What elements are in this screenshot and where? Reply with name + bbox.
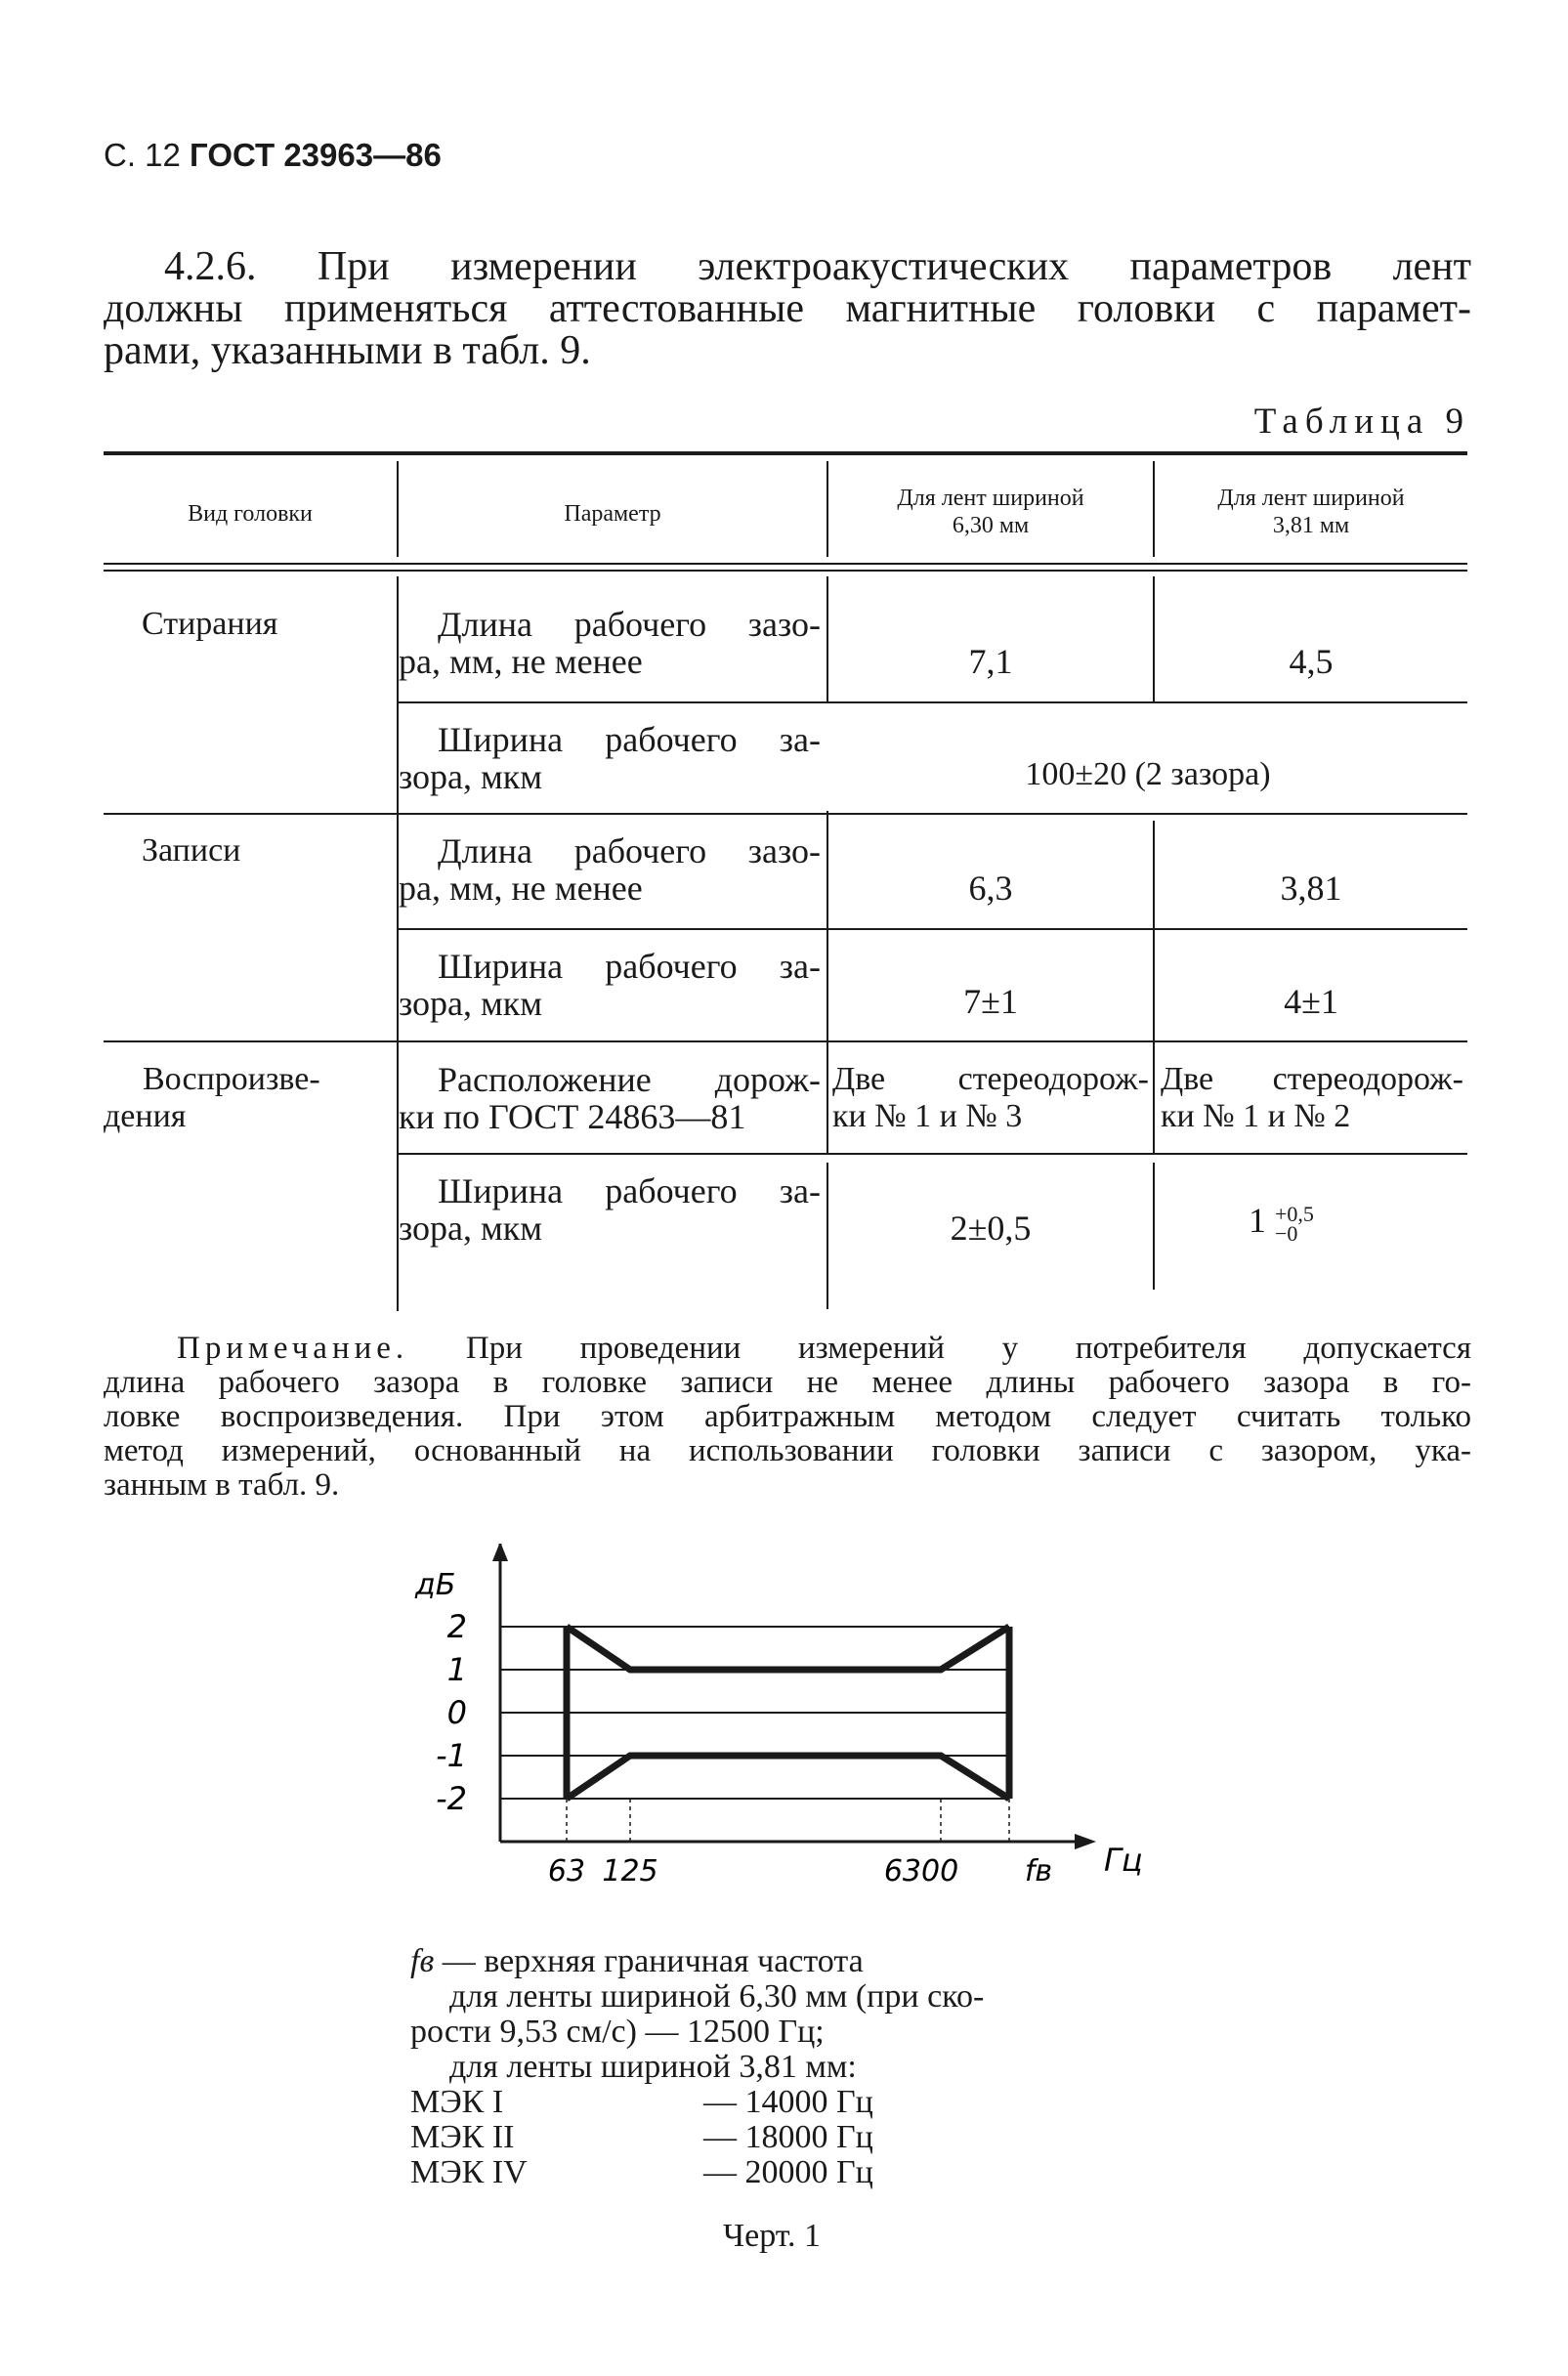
standard-id: ГОСТ 23963—86: [190, 137, 442, 173]
value-cell: 3,81: [1280, 869, 1342, 908]
chart-legend: [410, 1944, 984, 2190]
value-cell-tolerance: 1 +0,5 −0: [1249, 1201, 1314, 1246]
y-tick-label: 0: [446, 1694, 467, 1731]
legend-line: для ленты шириной 6,30 мм (при ско-: [449, 1978, 985, 2015]
y-tick-label: 2: [446, 1608, 467, 1645]
table-title: Таблица 9: [1253, 402, 1470, 442]
head-type-record: Записи: [142, 832, 241, 869]
y-tick-label: 1: [446, 1651, 467, 1688]
col-header-head-type: Вид головки: [188, 501, 313, 527]
x-tick-label: 63: [547, 1854, 586, 1888]
series-line: [567, 1756, 1009, 1799]
note-line: длина рабочего зазора в головке записи не менее длины рабочего зазора в го-: [104, 1365, 1471, 1400]
y-axis-arrow: [492, 1544, 508, 1561]
series-line: [567, 1627, 1009, 1670]
y-axis-label: дБ: [415, 1568, 456, 1602]
x-axis-arrow: [1075, 1834, 1096, 1849]
legend-item-name: МЭК II: [410, 2119, 515, 2155]
fb-text: — верхняя граничная частота: [442, 1943, 864, 1979]
table-row: Длина рабочего зазо- ра, мм, не менее: [399, 831, 821, 908]
head-type-erase: Стирания: [142, 606, 278, 642]
chart-gridlines: [500, 1627, 1009, 1842]
col-header-width-630: Для лент шириной 6,30 мм: [897, 486, 1084, 538]
value-cell: 2±0,5: [950, 1209, 1032, 1248]
col-header-parameter: Параметр: [564, 501, 661, 527]
value-cell-merged: 100±20 (2 зазора): [1025, 756, 1271, 792]
value-cell: 4±1: [1284, 982, 1338, 1021]
note-line: метод измерений, основанный на использовании головки записи с зазором, ука-: [104, 1433, 1471, 1468]
figure-caption: Черт. 1: [723, 2218, 822, 2254]
head-type-playback: Воспроизве- дения: [104, 1061, 320, 1134]
x-tick-label: 6300: [883, 1854, 959, 1888]
value-cell: Две стереодорож- ки № 1 и № 3: [832, 1061, 1149, 1134]
fb-symbol: fв: [410, 1943, 435, 1979]
legend-line: для ленты шириной 3,81 мм:: [449, 2049, 857, 2085]
value-cell: 6,3: [968, 869, 1013, 908]
frequency-response-chart: [391, 1544, 1172, 1895]
value-cell: 4,5: [1289, 642, 1334, 681]
table-row: Ширина рабочего за- зора, мкм: [399, 720, 821, 796]
x-tick-label: fв: [1024, 1854, 1053, 1888]
page-header: [104, 137, 442, 174]
legend-item-name: МЭК IV: [410, 2154, 528, 2190]
value-cell: 7±1: [963, 982, 1018, 1021]
legend-item-value: — 18000 Гц: [703, 2119, 873, 2155]
intro-paragraph: [104, 246, 1471, 372]
legend-item-value: — 14000 Гц: [703, 2084, 873, 2120]
note-line: ловке воспроизведения. При этом арбитражным методом следует считать только: [104, 1399, 1471, 1434]
chart-ticks: [436, 1608, 1052, 1888]
legend-item-value: — 20000 Гц: [703, 2154, 873, 2190]
table-row: Расположение дорож- ки по ГОСТ 24863—81: [399, 1060, 821, 1136]
legend-item-name: МЭК I: [410, 2084, 504, 2120]
value-cell: 7,1: [968, 642, 1013, 681]
note-line: занным в табл. 9.: [104, 1467, 340, 1503]
page-number: С. 12: [104, 137, 181, 173]
legend-line: рости 9,53 см/с) — 12500 Гц;: [410, 2014, 825, 2050]
intro-line: должны применяться аттестованные магнитные головки с парамет-: [104, 286, 1471, 331]
intro-line: рами, указанными в табл. 9.: [104, 328, 591, 373]
intro-line: 4.2.6. При измерении электроакустических параметров лент: [164, 244, 1471, 289]
y-tick-label: -1: [436, 1737, 467, 1774]
value-cell: Две стереодорож- ки № 1 и № 2: [1161, 1061, 1463, 1134]
table-row: Ширина рабочего за- зора, мкм: [399, 1171, 821, 1248]
y-tick-label: -2: [436, 1780, 467, 1817]
table-row: Длина рабочего зазо- ра, мм, не менее: [399, 605, 821, 681]
x-axis-label: Гц: [1104, 1842, 1143, 1879]
note-label: Примечание.: [177, 1331, 409, 1366]
col-header-width-381: Для лент шириной 3,81 мм: [1217, 486, 1405, 538]
table-row: Ширина рабочего за- зора, мкм: [399, 947, 821, 1023]
x-tick-label: 125: [602, 1854, 658, 1888]
table-note: Примечание. При проведении измерений у потребителя допускается длина рабочего зазора в головке записи не менее длины рабочего зазора в го- ловке воспроизведения. При этом арбитражным методом следует считать только метод измерений, основанный на использовании головки записи с зазором, ука- занным в табл. 9.: [104, 1331, 1472, 1503]
